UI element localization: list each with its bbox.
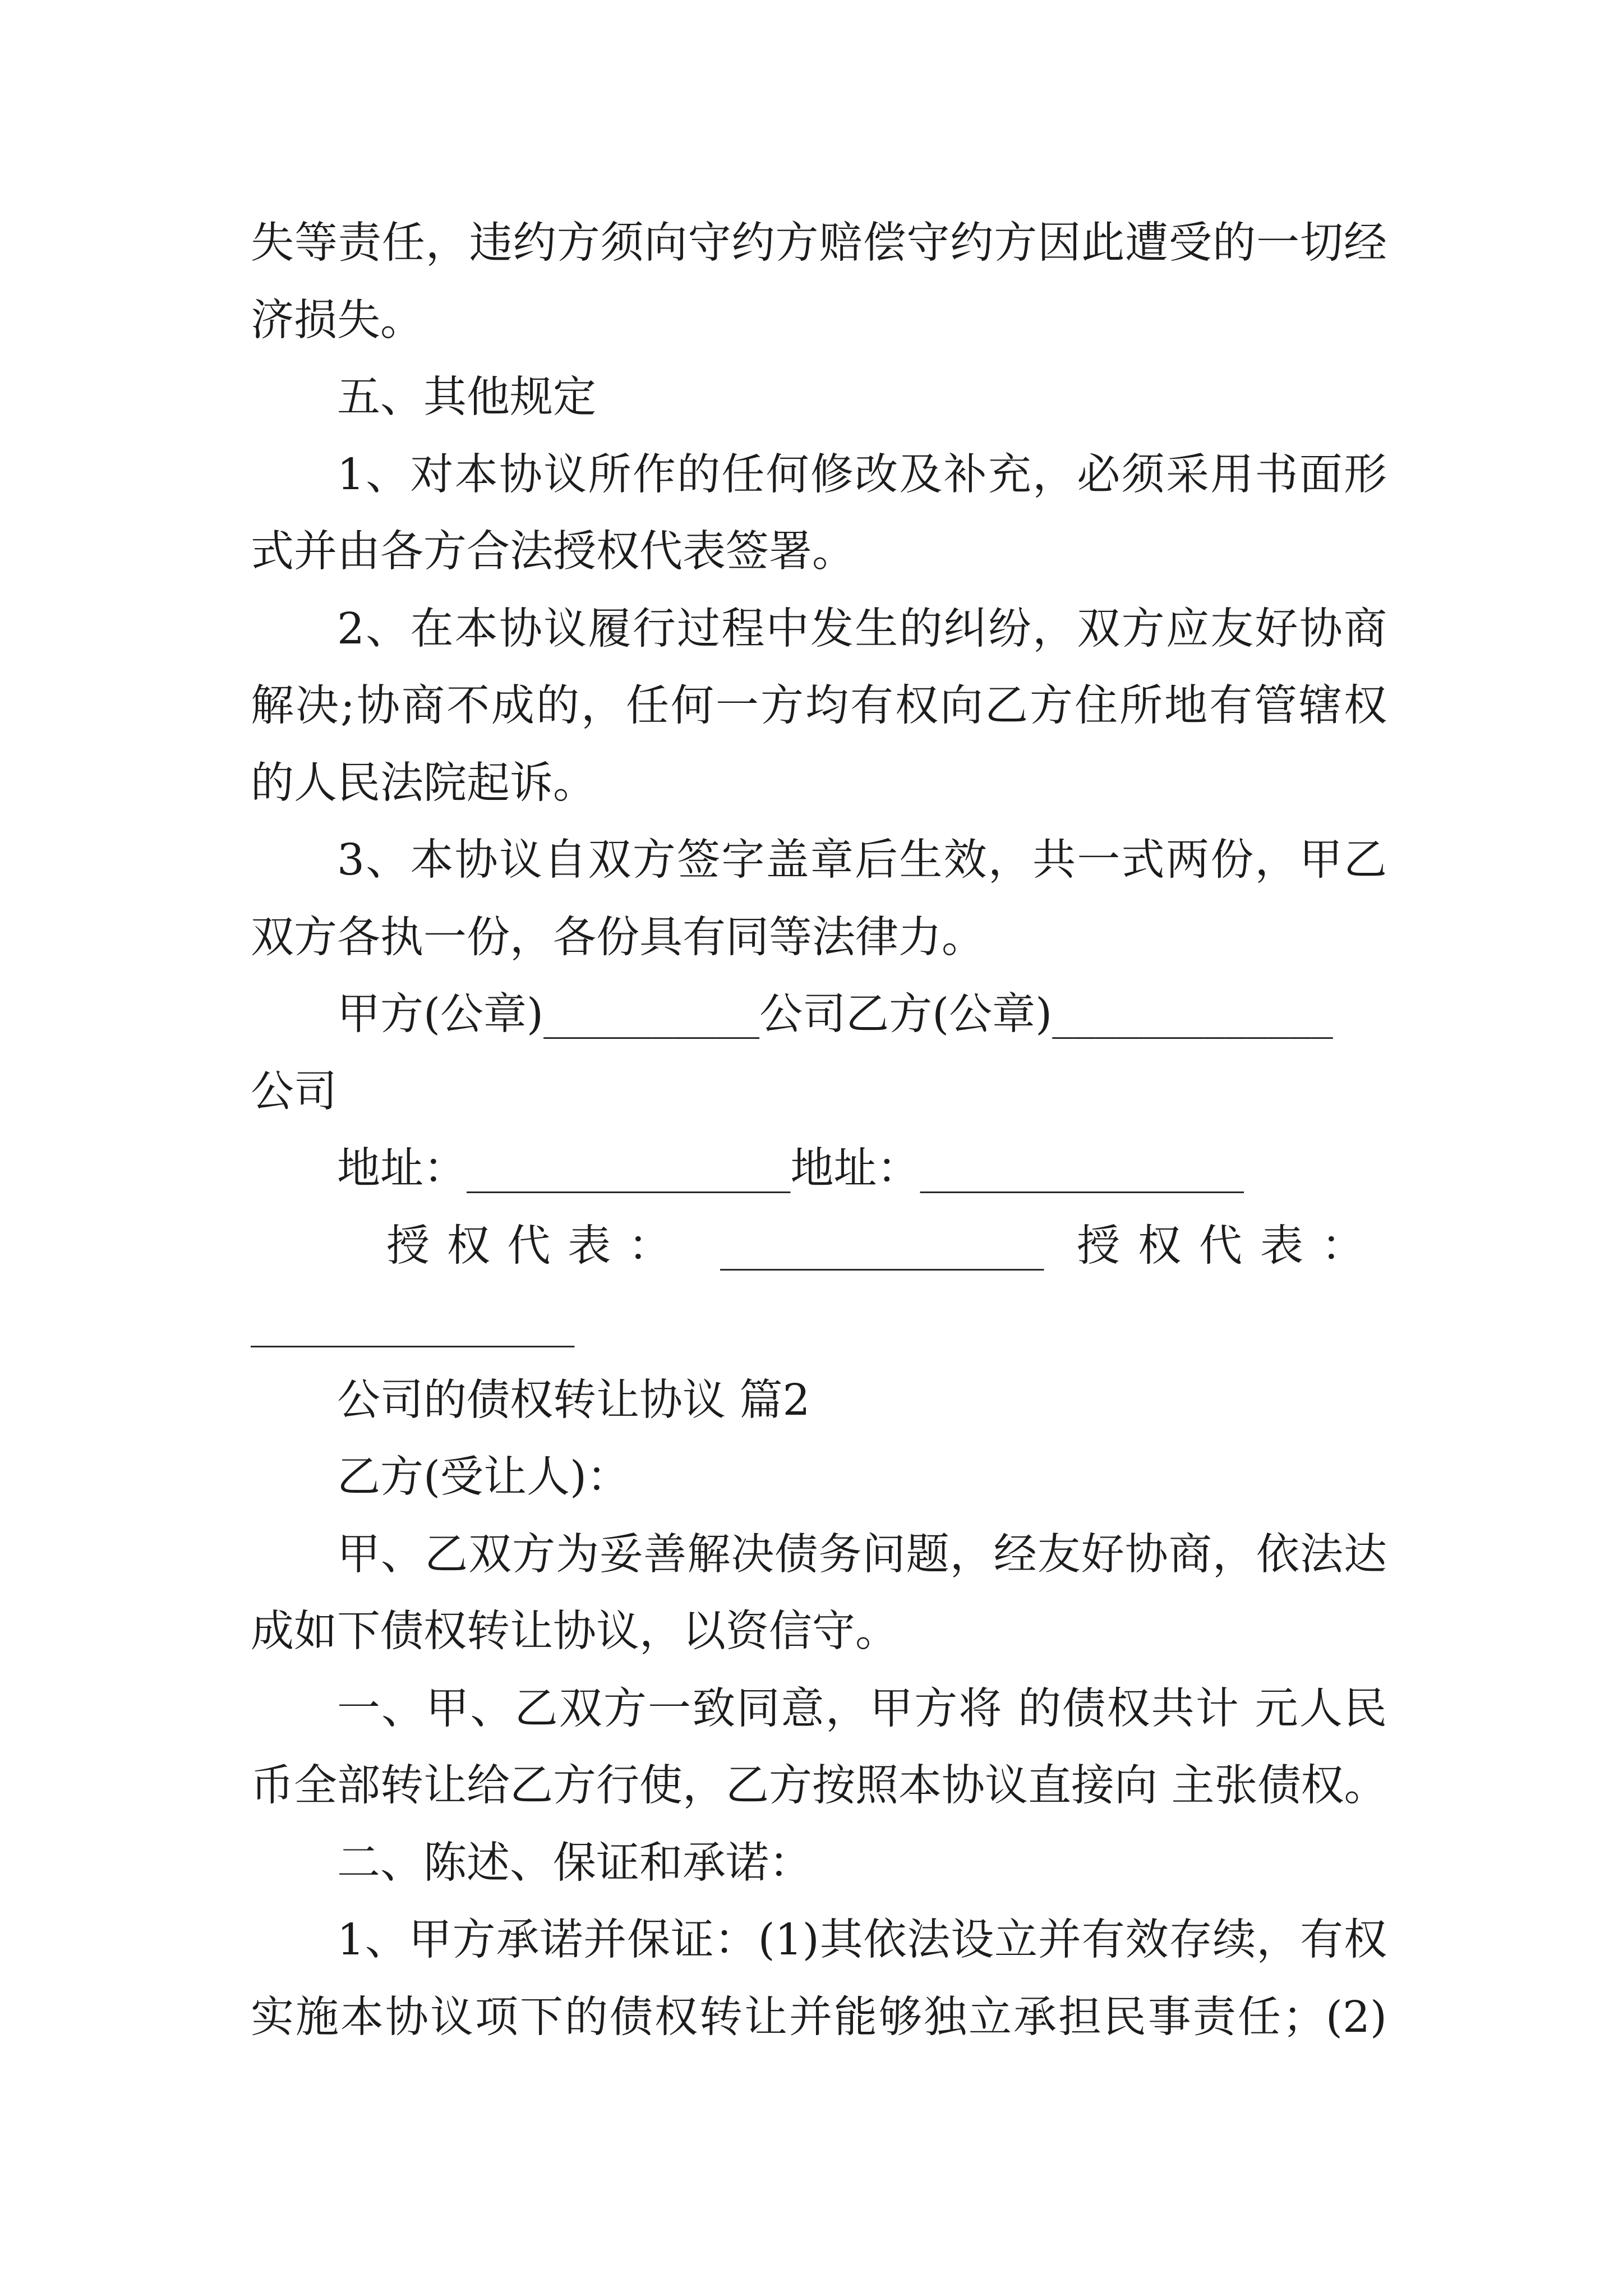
- section-heading: 五、其他规定: [337, 372, 596, 422]
- address-label-a: 地址：: [337, 1144, 467, 1194]
- representative-label-a: 授 权 代 表 ：: [386, 1221, 671, 1271]
- party-b-blank: _____________: [1052, 990, 1333, 1039]
- agreement-title: 公司的债权转让协议 篇2: [337, 1375, 810, 1425]
- representative-line: [251, 1208, 1387, 1285]
- preamble-line: 成如下债权转让协议，以资信守。: [251, 1607, 898, 1657]
- article-2-clause-1-line: 1、甲方承诺并保证：(1)其依法设立并有效存续，有权: [337, 1915, 1387, 1965]
- article-2-clause-1-line: 实施本协议项下的债权转让并能够独立承担民事责任；(2): [251, 1992, 1387, 2042]
- address-blank-b: _______________: [920, 1144, 1244, 1194]
- clause-3-line: 3、本协议自双方签字盖章后生效，共一式两份，甲乙: [337, 835, 1387, 885]
- clause-3-line: 双方各执一份，各份具有同等法律力。: [251, 912, 985, 963]
- seal-line: [251, 976, 1387, 1053]
- representative-label-b: 授 权 代 表 ：: [1077, 1221, 1364, 1271]
- continuation-line: 济损失。: [251, 295, 423, 346]
- representative-blank-b: _______________: [251, 1298, 575, 1348]
- article-2-heading: 二、陈述、保证和承诺：: [337, 1838, 812, 1888]
- clause-1-line: 式并由各方合法授权代表签署。: [251, 527, 855, 577]
- address-line: [251, 1130, 1387, 1208]
- representative-blank-line: [251, 1285, 1387, 1362]
- party-a-seal-label: 甲方(公章): [337, 990, 544, 1039]
- address-label-b: 地址：: [790, 1144, 920, 1194]
- clause-1-line: 1、对本协议所作的任何修改及补充，必须采用书面形: [337, 449, 1387, 500]
- party-b-seal-label: 公司乙方(公章): [759, 990, 1053, 1039]
- party-b-line: 乙方(受让人)：: [337, 1452, 630, 1502]
- clause-2-line: 的人民法院起诉。: [251, 758, 596, 808]
- representative-blank-a: _______________: [720, 1221, 1044, 1271]
- address-blank-a: _______________: [467, 1144, 791, 1194]
- preamble-line: 甲、乙双方为妥善解决债务问题，经友好协商，依法达: [337, 1529, 1387, 1580]
- continuation-line: 失等责任，违约方须向守约方赔偿守约方因此遭受的一切经: [251, 218, 1387, 268]
- party-a-blank: __________: [543, 990, 760, 1039]
- article-1-line: 一、甲、乙双方一致同意，甲方将 的债权共计 元人民: [337, 1683, 1387, 1734]
- clause-2-line: 2、在本协议履行过程中发生的纠纷，双方应友好协商: [337, 604, 1387, 654]
- document-page: [251, 205, 1387, 2056]
- party-b-company: 公司: [251, 1066, 337, 1117]
- article-1-line: 币全部转让给乙方行使，乙方按照本协议直接向 主张债权。: [251, 1761, 1387, 1811]
- clause-2-line: 解决;协商不成的，任何一方均有权向乙方住所地有管辖权: [251, 681, 1387, 731]
